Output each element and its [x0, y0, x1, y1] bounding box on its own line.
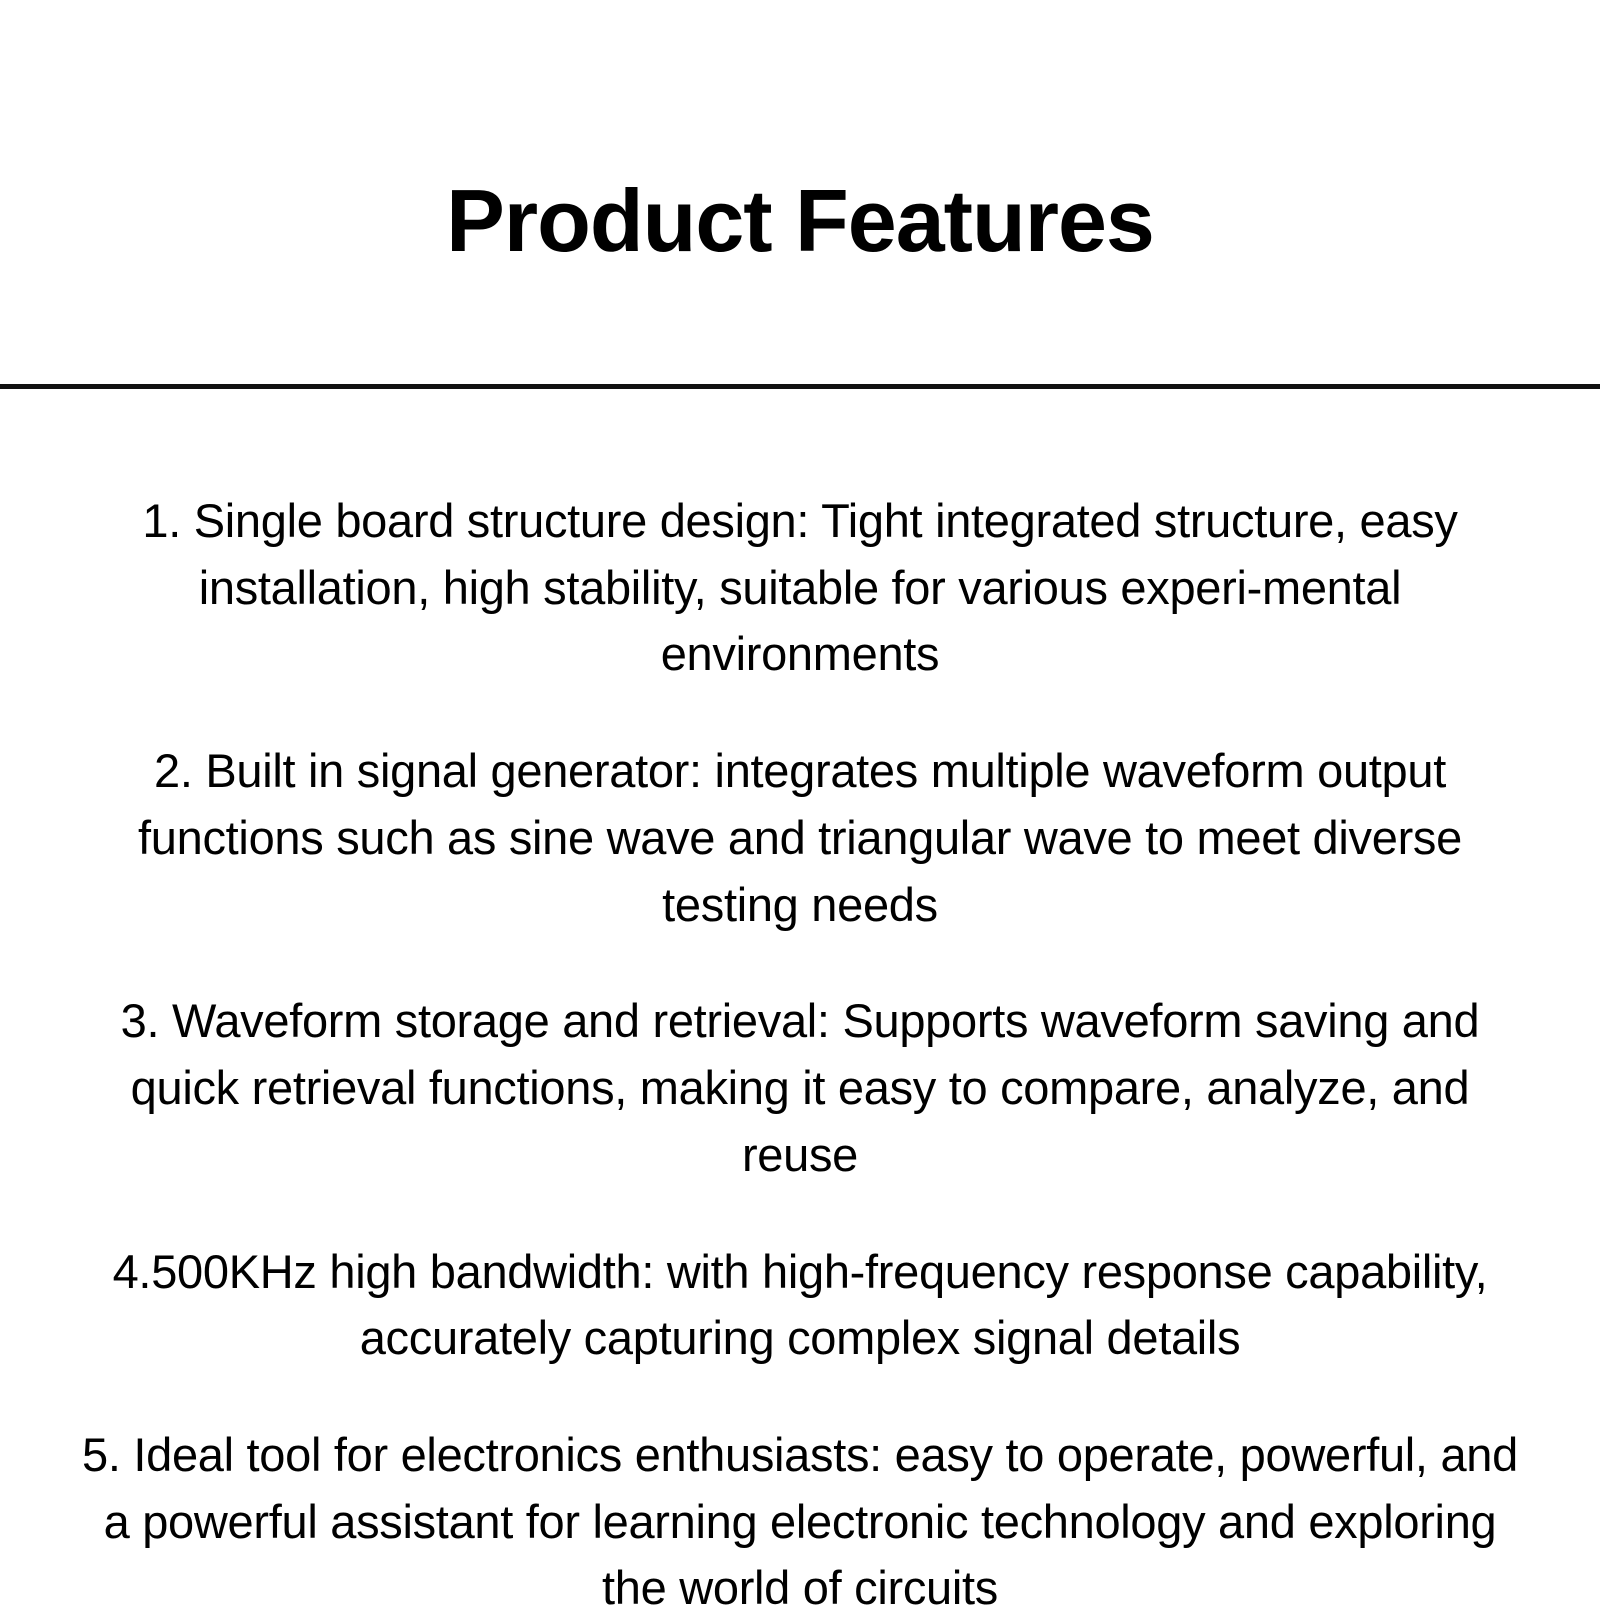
page-title: Product Features	[446, 170, 1154, 270]
list-item: 2. Built in signal generator: integrates multiple waveform output functions such as sine wave and triangular wave to meet diverse testing needs	[138, 744, 1462, 931]
list-item: 5. Ideal tool for electronics enthusiasts: easy to operate, powerful, and a powerful assistant for learning electronic technology and exploring the world of circuits	[82, 1427, 1518, 1615]
list-item: 1. Single board structure design: Tight integrated structure, easy installation, high stability, suitable for various experi-mental environments	[142, 493, 1458, 681]
feature-list	[0, 441, 1600, 1622]
title-divider	[0, 384, 1600, 389]
list-item: 4.500KHz high bandwidth: with high-frequency response capability, accurately capturing complex signal details	[112, 1244, 1488, 1365]
list-item: 3. Waveform storage and retrieval: Supports waveform saving and quick retrieval functions, making it easy to compare, analyze, and reuse	[120, 994, 1480, 1181]
